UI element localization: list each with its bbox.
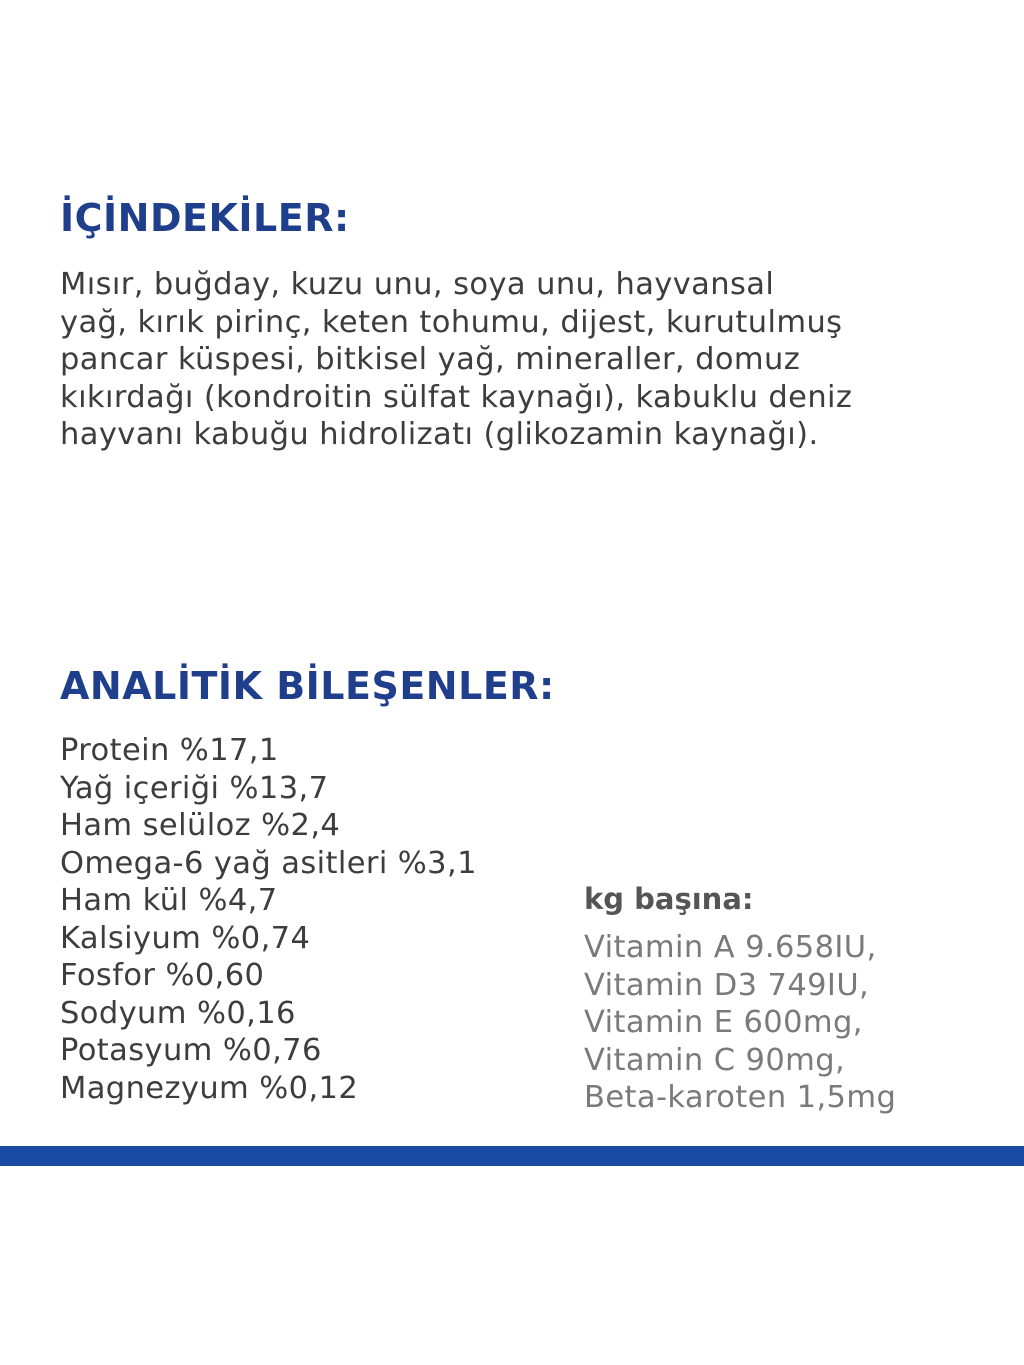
vitamin-item: Beta-karoten 1,5mg <box>584 1080 897 1115</box>
constituent-item: Kalsiyum %0,74 <box>60 920 311 956</box>
analytical-constituents-heading: ANALİTİK BİLEŞENLER: <box>60 664 555 708</box>
constituent-item: Yağ içeriği %13,7 <box>60 770 329 806</box>
ingredients-line: Mısır, buğday, kuzu unu, soya unu, hayvansal <box>60 267 775 302</box>
vitamin-item: Vitamin E 600mg, <box>584 1005 863 1040</box>
per-kg-vitamin-list <box>584 929 896 1117</box>
ingredients-line: hayvanı kabuğu hidrolizatı (glikozamin kaynağı). <box>60 417 819 452</box>
vitamin-item: Vitamin D3 749IU, <box>584 967 870 1003</box>
analytical-constituents-list <box>60 732 477 1107</box>
constituent-item: Ham kül %4,7 <box>60 883 278 918</box>
constituent-item: Ham selüloz %2,4 <box>60 808 341 843</box>
vitamin-item: Vitamin C 90mg, <box>584 1042 846 1078</box>
constituent-item: Potasyum %0,76 <box>60 1033 322 1068</box>
ingredients-heading: İÇİNDEKİLER: <box>60 196 350 240</box>
constituent-item: Fosfor %0,60 <box>60 958 265 993</box>
ingredients-text <box>60 266 990 454</box>
constituent-item: Sodyum %0,16 <box>60 995 296 1031</box>
constituent-item: Magnezyum %0,12 <box>60 1070 359 1106</box>
constituent-item: Protein %17,1 <box>60 733 279 768</box>
bottom-accent-bar <box>0 1146 1024 1166</box>
ingredients-line: yağ, kırık pirinç, keten tohumu, dijest, kurutulmuş <box>60 304 843 340</box>
per-kg-heading: kg başına: <box>584 882 754 916</box>
constituent-item: Omega-6 yağ asitleri %3,1 <box>60 845 477 881</box>
ingredients-line: pancar küspesi, bitkisel yağ, mineraller, domuz <box>60 342 801 377</box>
ingredients-line: kıkırdağı (kondroitin sülfat kaynağı), kabuklu deniz <box>60 379 853 415</box>
vitamin-item: Vitamin A 9.658IU, <box>584 930 877 965</box>
